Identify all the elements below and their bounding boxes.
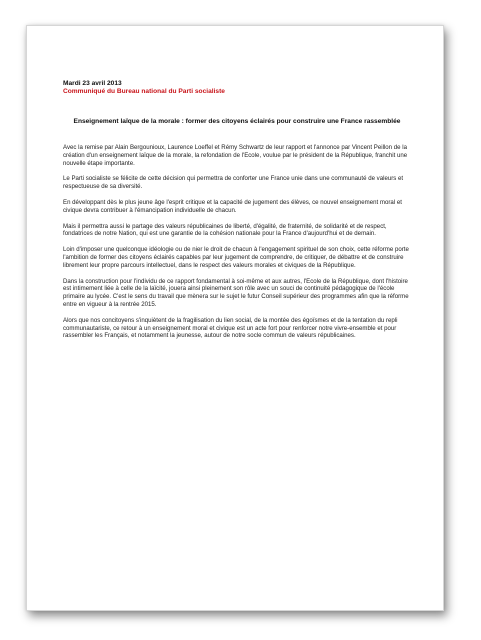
paragraph: En développant dès le plus jeune âge l'esprit critique et la capacité de jugement des élèves, ce nouvel enseignement moral et civique devra contribuer à l'émancipation individuelle de chacun. (63, 198, 402, 214)
document-content (63, 80, 411, 348)
document-sheet (26, 25, 444, 611)
document-source: Communiqué du Bureau national du Parti socialiste (63, 88, 225, 95)
document-title: Enseignement laïque de la morale : former des citoyens éclairés pour construire une France rassemblée (73, 118, 401, 125)
paragraph: Le Parti socialiste se félicite de cette décision qui permettra de conforter une France unie dans une communauté de valeurs et respectueuse de sa diversité. (63, 175, 404, 191)
paragraph: Avec la remise par Alain Bergounioux, Laurence Loeffel et Rémy Schwartz de leur rapport et l'annonce par Vincent Peillon de la création d'un enseignement laïque de la morale, la refondation de l'Ecole, voulue par le président de la République, franchit une nouvelle étape importante. (63, 144, 408, 167)
paragraph: Alors que nos concitoyens s'inquiètent de la fragilisation du lien social, de la montée des égoïsmes et de la tentation du repli communautariste, ce retour à un enseignement moral et civique est un acte fort pour renforcer notre vivre-ensemble et pour rassembler les Français, et notamment la jeunesse, autour de notre socle commun de valeurs républicaines. (63, 316, 398, 340)
document-date: Mardi 23 avril 2013 (63, 80, 122, 87)
paragraph: Mais il permettra aussi le partage des valeurs républicaines de liberté, d'égalité, de fraternité, de solidarité et de respect, fondatrices de notre Nation, qui est une garantie de la cohésion nationale pour la France d'aujourd'hui et de demain. (63, 222, 387, 238)
paragraph: Dans la construction pour l'individu de ce rapport fondamental à soi-même et aux autres, l'Ecole de la République, dont l'histoire est intimement liée à celle de la laïcité, jouera ainsi pleinement son rôle avec un souci de continuité pédagogique de l'école primaire au lycée. C'est le sens du travail que mènera sur le sujet le futur Conseil supérieur des programmes afin que la réforme entre en vigueur à la rentrée 2015. (63, 277, 409, 308)
paragraph: Loin d'imposer une quelconque idéologie ou de nier le droit de chacun à l'engagement spirituel de son choix, cette réforme porte l'ambition de former des citoyens éclairés capables par leur jugement de comprendre, de critiquer, de débattre et de construire librement leur propre parcours intellectuel, dans le respect des valeurs morales et civiques de la République. (63, 246, 409, 269)
